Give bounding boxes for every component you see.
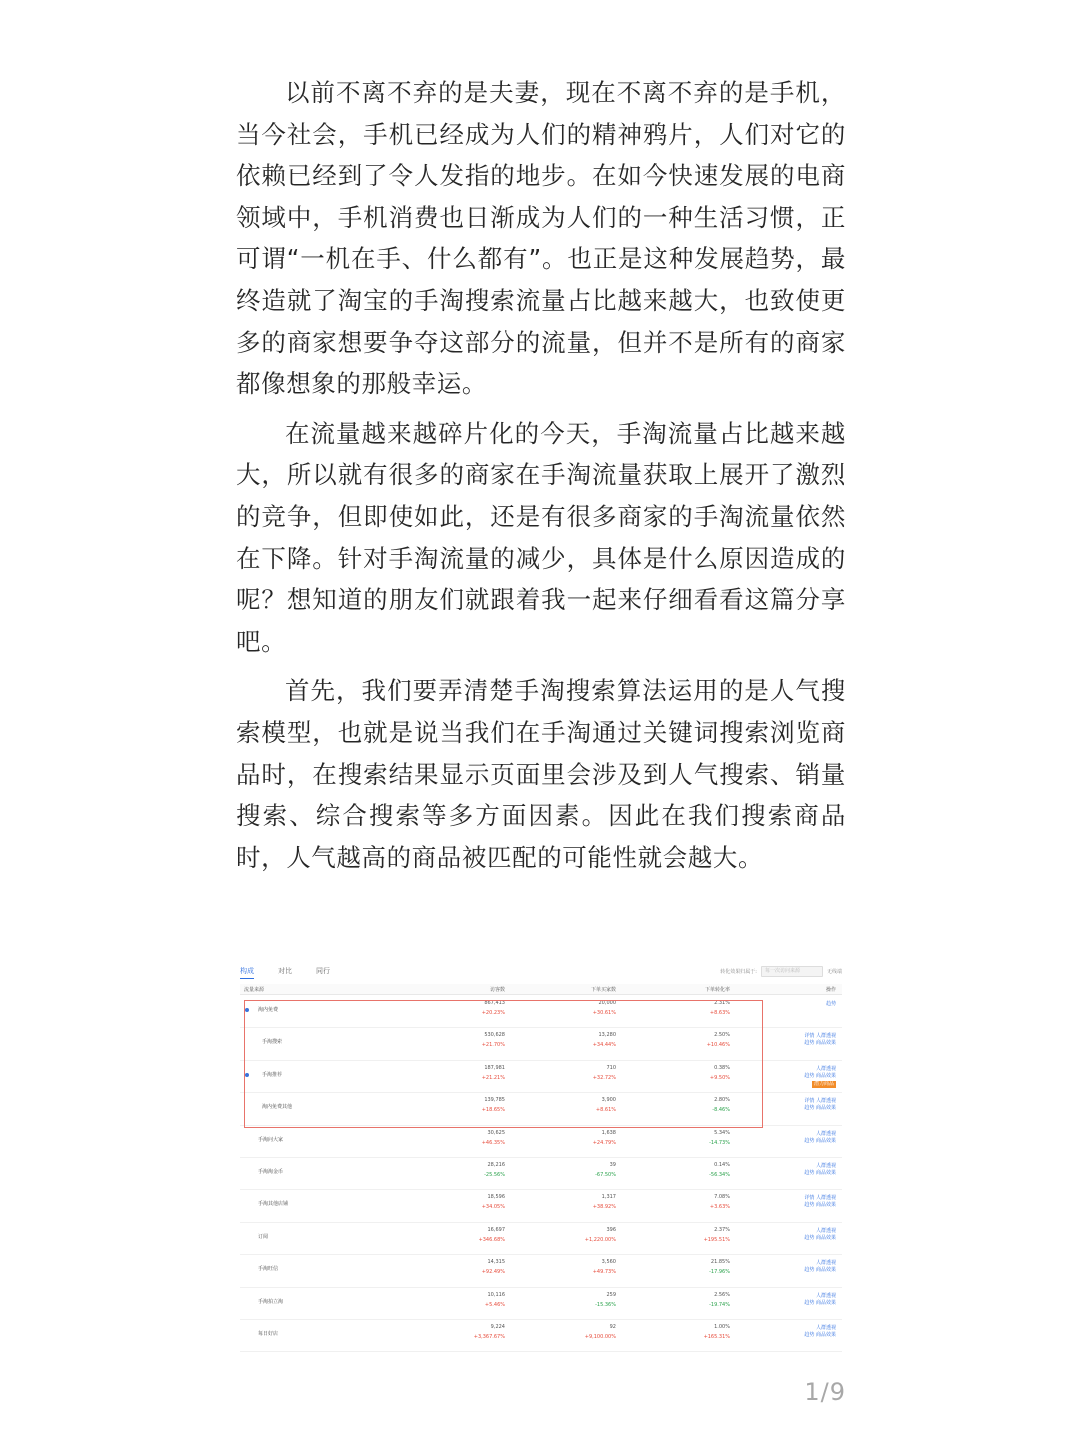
visitors-change: +21.70% xyxy=(481,1042,505,1049)
conversion-value: 0.38% xyxy=(714,1064,730,1071)
table-row xyxy=(240,1028,842,1060)
filter-extra: 无线端 xyxy=(826,969,842,975)
buyers-change: -15.36% xyxy=(595,1301,616,1308)
row-action-link: 人群透视 xyxy=(815,1162,836,1169)
row-action-link: 人群透视 xyxy=(815,1227,836,1234)
buyers-change: +1,220.00% xyxy=(584,1236,616,1243)
col-source: 流量来源 xyxy=(244,987,265,993)
visitors-value: 10,116 xyxy=(487,1291,505,1298)
visitors-value: 30,625 xyxy=(487,1129,505,1136)
source-name: 手淘拍立淘 xyxy=(258,1298,284,1305)
conversion-change: +165.31% xyxy=(703,1333,730,1340)
potential-tag: 潜力商品 xyxy=(813,1080,834,1087)
conversion-value: 21.85% xyxy=(710,1259,730,1266)
buyers-value: 20,000 xyxy=(598,1000,616,1006)
row-actions xyxy=(804,1033,836,1047)
buyers-value: 92 xyxy=(609,1323,616,1330)
row-action-link: 人群透视 xyxy=(815,1324,836,1331)
row-actions xyxy=(804,1325,836,1339)
source-dot-icon xyxy=(245,1073,249,1077)
filter-label: 转化效果归属于: xyxy=(720,969,757,975)
conversion-change: +10.46% xyxy=(706,1042,730,1049)
table-row xyxy=(240,1158,842,1190)
col-visitors: 访客数 xyxy=(489,987,505,993)
buyers-value: 39 xyxy=(609,1161,616,1168)
visitors-change: +346.68% xyxy=(478,1236,505,1243)
row-action-link: 趋势 商品效果 xyxy=(804,1234,836,1241)
attribution-filter xyxy=(720,966,842,977)
visitors-value: 18,596 xyxy=(487,1194,505,1201)
tab-composition: 构成 xyxy=(240,966,254,979)
buyers-value: 710 xyxy=(606,1064,616,1071)
row-action-link: 趋势 商品效果 xyxy=(804,1267,836,1274)
row-action-link: 趋势 商品效果 xyxy=(804,1331,836,1338)
col-actions: 操作 xyxy=(825,987,836,993)
buyers-value: 3,900 xyxy=(601,1097,616,1104)
table-row xyxy=(240,1288,842,1320)
conversion-value: 7.08% xyxy=(714,1194,730,1201)
conversion-change: -56.34% xyxy=(709,1171,730,1178)
source-name: 手淘搜索 xyxy=(262,1039,283,1046)
conversion-value: 1.00% xyxy=(714,1323,730,1330)
row-action-link: 趋势 商品效果 xyxy=(804,1169,836,1176)
row-actions xyxy=(804,1195,836,1209)
conversion-value: 2.31% xyxy=(714,1000,730,1006)
conversion-change: -19.74% xyxy=(709,1301,730,1308)
row-action-link: 趋势 商品效果 xyxy=(804,1040,836,1047)
row-actions xyxy=(804,1293,836,1307)
filter-select xyxy=(761,966,823,977)
conversion-change: -14.73% xyxy=(709,1139,730,1146)
buyers-value: 1,638 xyxy=(601,1129,616,1136)
source-dot-icon xyxy=(245,1008,249,1012)
conversion-change: -8.46% xyxy=(712,1107,730,1114)
row-actions xyxy=(804,1131,836,1145)
page-number: 1/9 xyxy=(804,1378,846,1406)
col-buyers: 下单买家数 xyxy=(590,987,616,993)
conversion-change: -17.96% xyxy=(709,1269,730,1276)
table-row xyxy=(240,1320,842,1352)
visitors-value: 28,216 xyxy=(487,1161,505,1168)
row-actions xyxy=(804,1260,836,1274)
table-row xyxy=(240,1061,842,1093)
buyers-change: +8.61% xyxy=(595,1107,616,1114)
conversion-change: +195.51% xyxy=(703,1236,730,1243)
paragraph-2: 在流量越来越碎片化的今天，手淘流量占比越来越大，所以就有很多的商家在手淘流量获取上展开了激烈的竞争，但即使如此，还是有很多商家的手淘流量依然在下降。针对手淘流量的减少，具体是什么原因造成的呢？想知道的朋友们就跟着我一起来仔细看看这篇分享吧。 xyxy=(236,418,846,656)
row-action-link: 趋势 xyxy=(825,1001,836,1007)
source-name: 手淘旺信 xyxy=(258,1266,279,1273)
source-name: 淘内免费 xyxy=(258,1007,279,1013)
paragraph-1: 以前不离不弃的是夫妻，现在不离不弃的是手机，当今社会，手机已经成为人们的精神鸦片，人们对它的依赖已经到了令人发指的地步。在如今快速发展的电商领域中，手机消费也日渐成为人们的一种生活习惯，正可谓“一机在手、什么都有”。也正是这种发展趋势，最终造就了淘宝的手淘搜索流量占比越来越大，也致使更多的商家想要争夺这部分的流量，但并不是所有的商家都像想象的那般幸运。 xyxy=(236,78,846,399)
row-action-link: 详情 人群透视 xyxy=(804,1195,836,1202)
visitors-value: 16,697 xyxy=(487,1226,505,1233)
buyers-change: +38.92% xyxy=(592,1204,616,1211)
row-actions xyxy=(804,1098,836,1112)
source-name: 手淘淘金币 xyxy=(258,1168,284,1175)
conversion-value: 2.56% xyxy=(714,1291,730,1298)
conversion-value: 5.34% xyxy=(714,1129,730,1136)
visitors-value: 14,315 xyxy=(487,1259,505,1266)
row-action-link: 趋势 商品效果 xyxy=(804,1105,836,1112)
visitors-change: -25.56% xyxy=(484,1171,505,1178)
source-name: 手淘推荐 xyxy=(262,1071,283,1078)
conversion-change: +8.63% xyxy=(709,1010,730,1016)
row-actions xyxy=(826,1001,836,1008)
source-name: 手淘问大家 xyxy=(258,1136,284,1143)
article-body xyxy=(236,72,846,886)
table-row xyxy=(240,1093,842,1125)
visitors-value: 139,785 xyxy=(484,1097,505,1104)
conversion-value: 2.50% xyxy=(714,1032,730,1039)
table-body xyxy=(240,996,842,1352)
visitors-change: +5.46% xyxy=(484,1301,505,1308)
table-row xyxy=(240,1126,842,1158)
row-action-link: 趋势 商品效果 xyxy=(804,1072,836,1079)
visitors-value: 187,981 xyxy=(484,1064,505,1071)
table-header xyxy=(240,984,842,995)
row-action-link: 详情 人群透视 xyxy=(804,1033,836,1040)
conversion-value: 2.37% xyxy=(714,1226,730,1233)
visitors-change: +20.23% xyxy=(481,1010,505,1016)
conversion-value: 0.14% xyxy=(714,1161,730,1168)
buyers-value: 3,560 xyxy=(601,1259,616,1266)
row-action-link: 趋势 商品效果 xyxy=(804,1299,836,1306)
embedded-traffic-screenshot xyxy=(236,958,846,1354)
visitors-value: 530,628 xyxy=(484,1032,505,1039)
row-action-link: 趋势 商品效果 xyxy=(804,1137,836,1144)
row-action-link: 人群透视 xyxy=(815,1130,836,1137)
buyers-change: +32.72% xyxy=(592,1074,616,1081)
tab-peers: 同行 xyxy=(316,967,330,975)
buyers-value: 396 xyxy=(606,1226,616,1233)
buyers-change: +24.79% xyxy=(592,1139,616,1146)
visitors-change: +3,367.67% xyxy=(473,1333,505,1340)
row-action-link: 详情 人群透视 xyxy=(804,1098,836,1105)
paragraph-3: 首先，我们要弄清楚手淘搜索算法运用的是人气搜索模型，也就是说当我们在手淘通过关键词搜索浏览商品时，在搜索结果显示页面里会涉及到人气搜索、销量搜索、综合搜索等多方面因素。因此在我们搜索商品时，人气越高的商品被匹配的可能性就会越大。 xyxy=(236,676,846,872)
buyers-value: 1,317 xyxy=(601,1194,616,1201)
table-row xyxy=(240,1255,842,1287)
conversion-change: +9.50% xyxy=(709,1074,730,1081)
table-row xyxy=(240,1223,842,1255)
conversion-value: 2.80% xyxy=(714,1097,730,1104)
buyers-change: +30.61% xyxy=(592,1010,616,1016)
buyers-value: 259 xyxy=(606,1291,616,1298)
row-actions xyxy=(804,1163,836,1177)
row-action-link: 趋势 商品效果 xyxy=(804,1202,836,1209)
source-name: 手淘其他店铺 xyxy=(258,1201,289,1208)
row-action-link: 人群透视 xyxy=(815,1260,836,1267)
source-name: 淘内免费其他 xyxy=(262,1104,293,1111)
screenshot-tabs xyxy=(240,966,330,979)
buyers-change: +49.73% xyxy=(592,1269,616,1276)
visitors-change: +46.35% xyxy=(481,1139,505,1146)
tab-compare: 对比 xyxy=(278,967,292,975)
source-name: 订阅 xyxy=(258,1233,269,1240)
buyers-change: +9,100.00% xyxy=(584,1333,616,1340)
buyers-change: +34.44% xyxy=(592,1042,616,1049)
table-row xyxy=(240,1190,842,1222)
visitors-value: 9,224 xyxy=(490,1323,505,1330)
conversion-change: +3.63% xyxy=(709,1204,730,1211)
buyers-change: -67.50% xyxy=(595,1171,616,1178)
row-actions xyxy=(804,1066,836,1088)
col-conversion: 下单转化率 xyxy=(704,987,730,993)
row-action-link: 人群透视 xyxy=(815,1292,836,1299)
source-name: 每日好店 xyxy=(258,1330,279,1337)
buyers-value: 13,280 xyxy=(598,1032,616,1039)
visitors-change: +18.65% xyxy=(481,1107,505,1114)
row-action-link: 人群透视 xyxy=(815,1065,836,1072)
table-row xyxy=(240,996,842,1028)
filter-value: 每一次访问来源 xyxy=(764,968,800,974)
visitors-change: +34.05% xyxy=(481,1204,505,1211)
row-actions xyxy=(804,1228,836,1242)
visitors-change: +21.21% xyxy=(481,1074,505,1081)
visitors-value: 867,413 xyxy=(484,1000,505,1006)
visitors-change: +92.49% xyxy=(481,1269,505,1276)
